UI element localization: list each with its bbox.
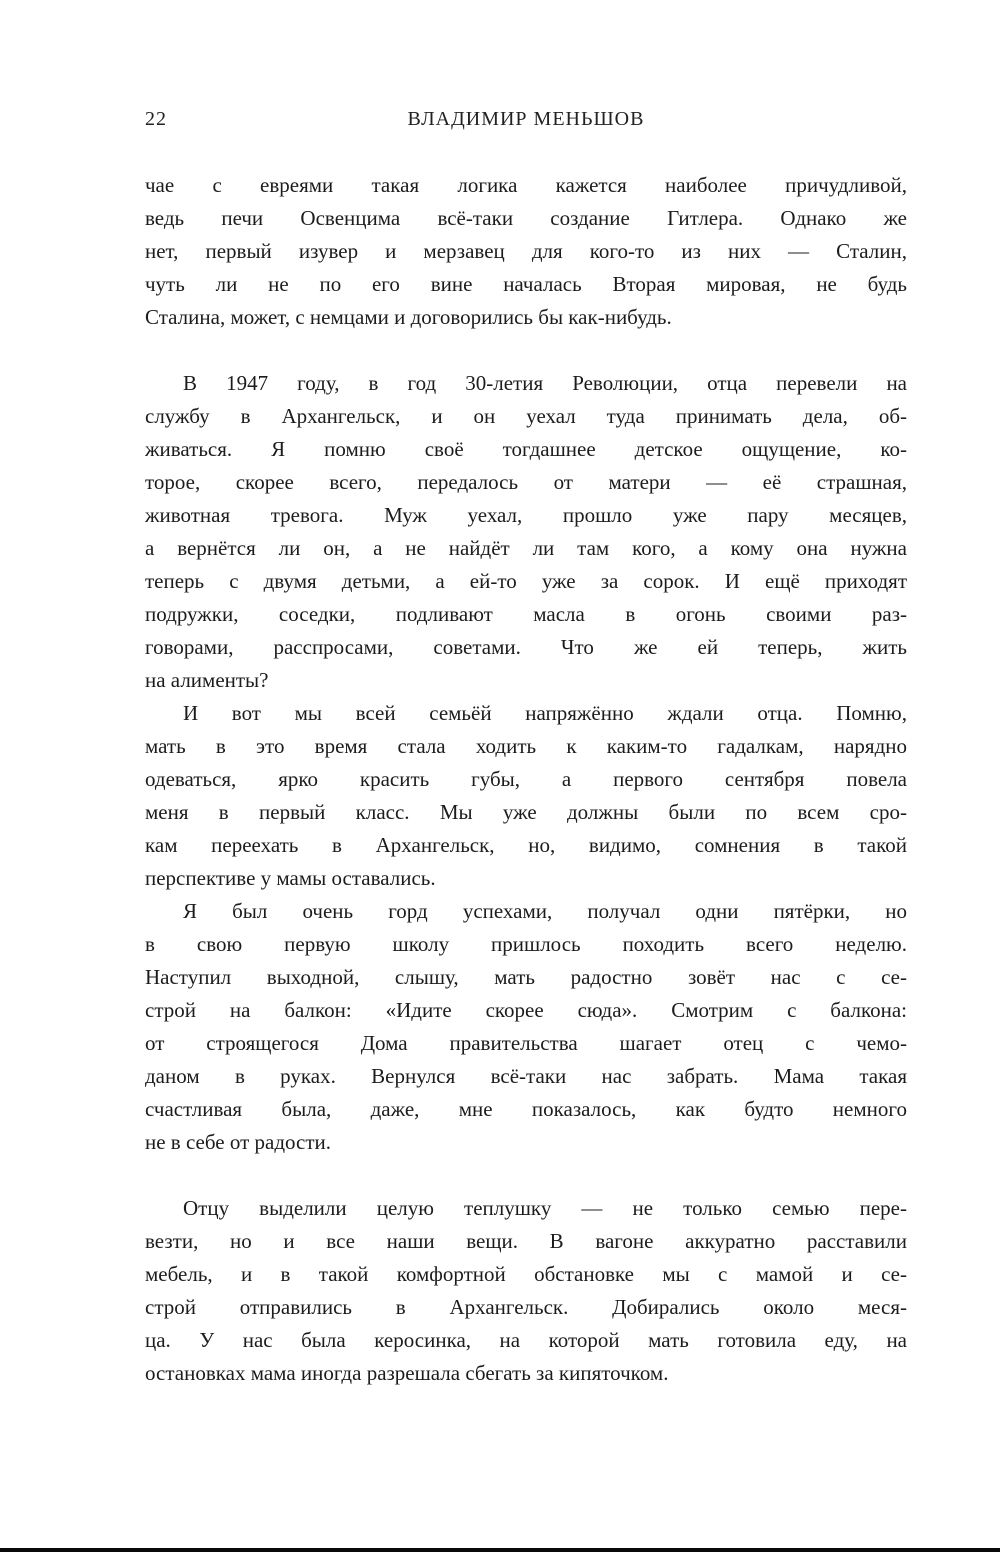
page-header [145, 103, 907, 136]
text-line: подружки, соседки, подливают масла в огонь своими раз- [145, 602, 907, 626]
text-line: мебель, и в такой комфортной обстановке мы с мамой и се- [145, 1262, 907, 1286]
text-line: на алименты? [145, 668, 269, 692]
text-line: нет, первый изувер и мерзавец для кого-то из них — Сталин, [145, 239, 907, 263]
text-line: счастливая была, даже, мне показалось, как будто немного [145, 1097, 907, 1121]
paragraph [145, 367, 907, 697]
paragraph [145, 697, 907, 895]
text-line: от строящегося Дома правительства шагает отец с чемо- [145, 1031, 907, 1055]
paragraph [145, 895, 907, 1159]
text-line: Я был очень горд успехами, получал одни пятёрки, но [183, 899, 907, 923]
text-line: строй отправились в Архангельск. Добирались около меся- [145, 1295, 907, 1319]
text-line: Сталина, может, с немцами и договорились бы как-нибудь. [145, 305, 672, 329]
running-header: ВЛАДИМИР МЕНЬШОВ [407, 108, 645, 130]
text-line: кам переехать в Архангельск, но, видимо, сомнения в такой [145, 833, 907, 857]
text-line: не в себе от радости. [145, 1130, 332, 1154]
text-line: даном в руках. Вернулся всё-таки нас забрать. Мама такая [145, 1064, 907, 1088]
text-line: одеваться, ярко красить губы, а первого сентября повела [145, 767, 907, 791]
text-line: И вот мы всей семьёй напряжённо ждали отца. Помню, [183, 701, 907, 725]
text-line: ца. У нас была керосинка, на которой мать готовила еду, на [145, 1328, 907, 1352]
text-line: говорами, расспросами, советами. Что же ей теперь, жить [145, 635, 907, 659]
text-line: чае с евреями такая логика кажется наиболее причудливой, [145, 173, 907, 197]
paragraph [145, 169, 907, 334]
text-line: Отцу выделили целую теплушку — не только семью пере- [183, 1196, 907, 1220]
page-bottom-edge [0, 1548, 1000, 1552]
text-line: В 1947 году, в год 30-летия Революции, отца перевели на [183, 371, 907, 395]
text-line: чуть ли не по его вине началась Вторая мировая, не будь [145, 272, 907, 296]
text-line: живаться. Я помню своё тогдашнее детское ощущение, ко- [145, 437, 907, 461]
text-line: а вернётся ли он, а не найдёт ли там кого, а кому она нужна [145, 536, 907, 560]
text-line: строй на балкон: «Идите скорее сюда». Смотрим с балкона: [145, 998, 907, 1022]
text-line: мать в это время стала ходить к каким-то гадалкам, нарядно [145, 734, 907, 758]
text-line: службу в Архангельск, и он уехал туда принимать дела, об- [145, 404, 907, 428]
text-line: животная тревога. Муж уехал, прошло уже пару месяцев, [145, 503, 907, 527]
page-number: 22 [145, 108, 167, 130]
page-content [145, 103, 907, 1390]
text-line: меня в первый класс. Мы уже должны были по всем сро- [145, 800, 907, 824]
text-line: перспективе у мамы оставались. [145, 866, 436, 890]
text-line: в свою первую школу пришлось походить всего неделю. [145, 932, 907, 956]
paragraph [145, 1192, 907, 1390]
text-line: остановках мама иногда разрешала сбегать за кипяточком. [145, 1361, 669, 1385]
text-line: торое, скорее всего, передалось от матери — её страшная, [145, 470, 907, 494]
body-text [145, 169, 907, 1390]
text-line: теперь с двумя детьми, а ей-то уже за сорок. И ещё приходят [145, 569, 907, 593]
text-line: Наступил выходной, слышу, мать радостно зовёт нас с се- [145, 965, 907, 989]
text-line: везти, но и все наши вещи. В вагоне аккуратно расставили [145, 1229, 907, 1253]
text-line: ведь печи Освенцима всё-таки создание Гитлера. Однако же [145, 206, 907, 230]
